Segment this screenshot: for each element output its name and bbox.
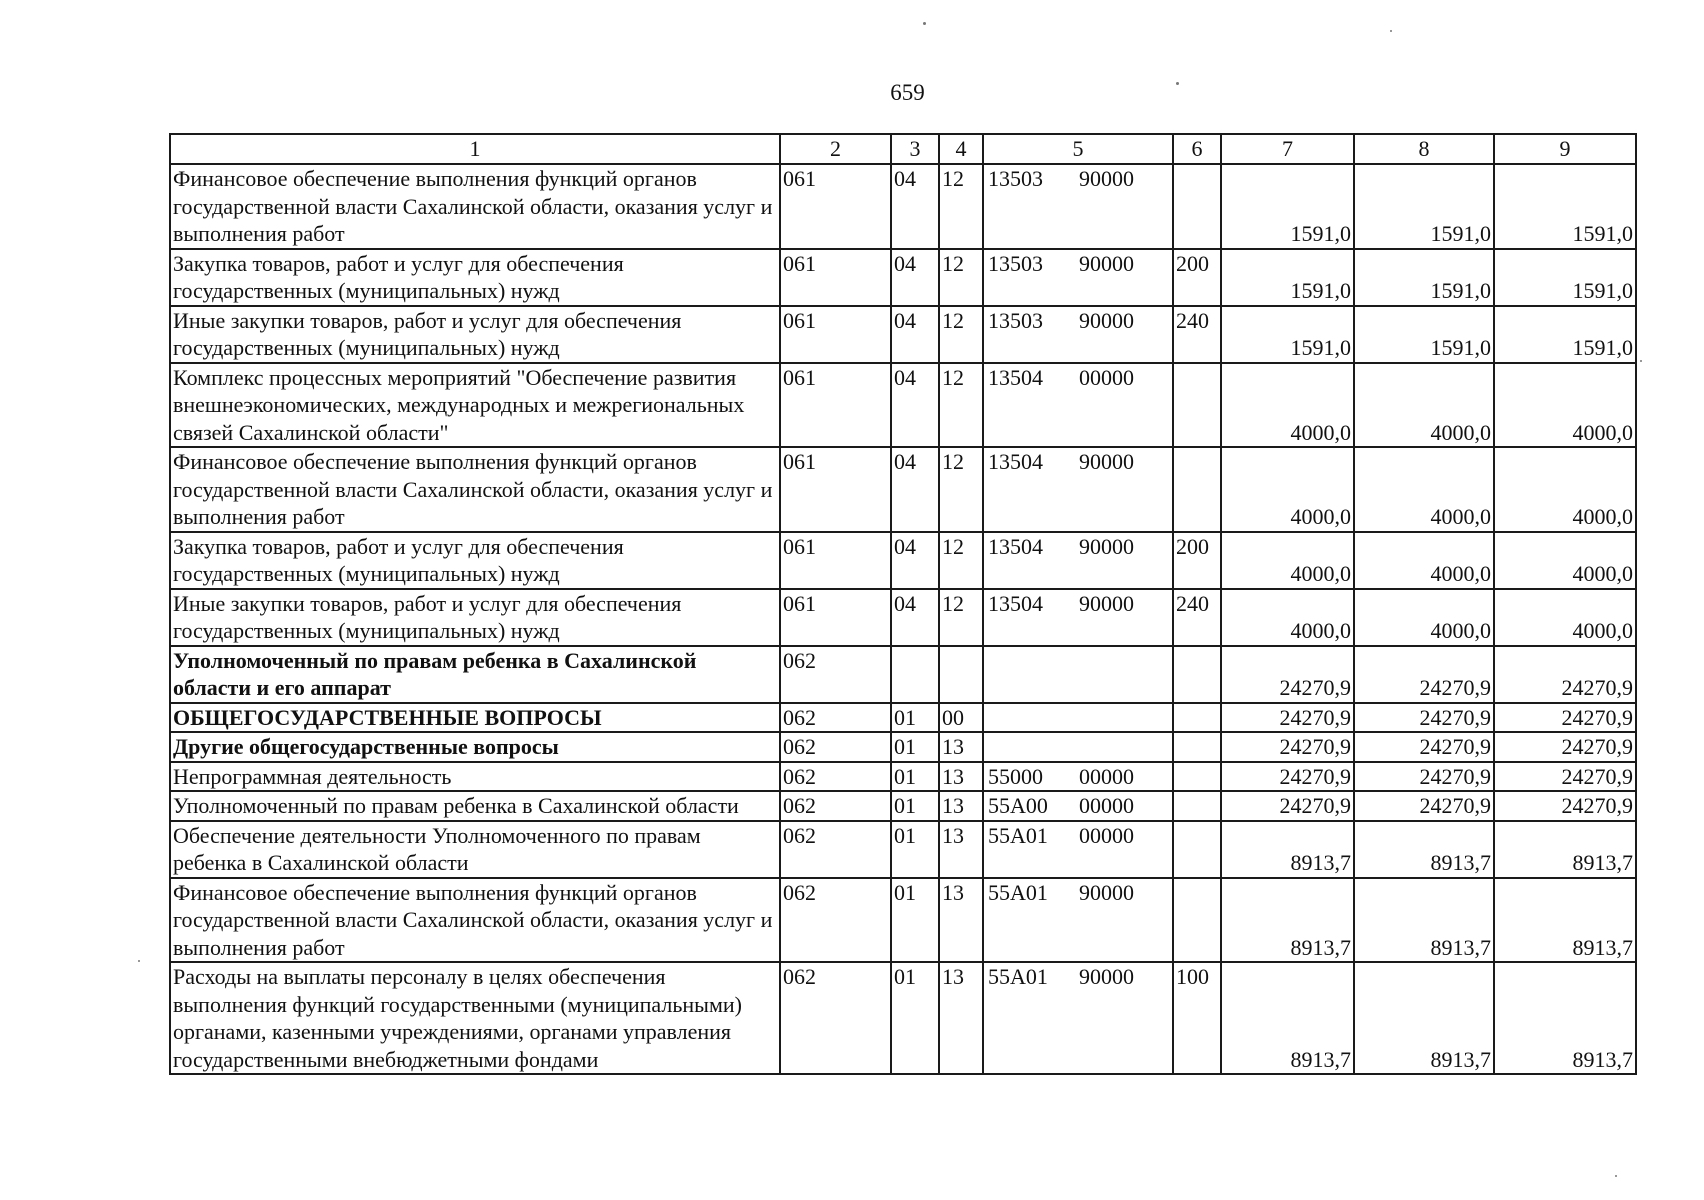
code-target-part1: 55А01 xyxy=(988,822,1048,848)
code-target xyxy=(983,962,1173,1074)
code-subsection: 12 xyxy=(939,363,983,448)
code-section: 01 xyxy=(891,703,939,733)
amount-col7: 24270,9 xyxy=(1221,646,1354,703)
code-target-part2: 90000 xyxy=(1079,307,1134,333)
code-target xyxy=(983,306,1173,363)
amount-col7: 1591,0 xyxy=(1221,306,1354,363)
table-row xyxy=(170,589,1636,646)
code-section: 04 xyxy=(891,249,939,306)
column-header: 3 xyxy=(891,134,939,164)
amount-col7: 4000,0 xyxy=(1221,589,1354,646)
row-name: Уполномоченный по правам ребенка в Сахалинской области xyxy=(170,791,780,821)
code-subsection: 13 xyxy=(939,762,983,792)
code-subsection: 12 xyxy=(939,589,983,646)
code-ministry: 061 xyxy=(780,589,891,646)
code-expense-type xyxy=(1173,878,1221,963)
code-expense-type xyxy=(1173,646,1221,703)
code-target-part2: 90000 xyxy=(1079,250,1134,276)
code-section xyxy=(891,646,939,703)
code-target xyxy=(983,732,1173,762)
code-subsection: 12 xyxy=(939,306,983,363)
row-name: Иные закупки товаров, работ и услуг для обеспечения государственных (муниципальных) нужд xyxy=(170,589,780,646)
scan-speck xyxy=(1615,1175,1617,1177)
code-target xyxy=(983,646,1173,703)
code-section: 04 xyxy=(891,447,939,532)
amount-col9: 8913,7 xyxy=(1494,821,1636,878)
code-expense-type xyxy=(1173,791,1221,821)
code-section: 04 xyxy=(891,363,939,448)
amount-col9: 4000,0 xyxy=(1494,447,1636,532)
row-name: Обеспечение деятельности Уполномоченного по правам ребенка в Сахалинской области xyxy=(170,821,780,878)
code-ministry: 061 xyxy=(780,532,891,589)
table-row xyxy=(170,732,1636,762)
row-name: Финансовое обеспечение выполнения функций органов государственной власти Сахалинской области, оказания услуг и выполнения работ xyxy=(170,164,780,249)
row-name: Другие общегосударственные вопросы xyxy=(170,732,780,762)
row-name: Непрограммная деятельность xyxy=(170,762,780,792)
code-section: 01 xyxy=(891,791,939,821)
code-target xyxy=(983,821,1173,878)
code-target xyxy=(983,703,1173,733)
column-header: 1 xyxy=(170,134,780,164)
code-subsection: 13 xyxy=(939,962,983,1074)
column-header: 2 xyxy=(780,134,891,164)
amount-col8: 1591,0 xyxy=(1354,164,1494,249)
amount-col8: 24270,9 xyxy=(1354,762,1494,792)
amount-col8: 24270,9 xyxy=(1354,703,1494,733)
code-target-part2: 00000 xyxy=(1079,793,1134,818)
code-expense-type: 200 xyxy=(1173,532,1221,589)
scan-speck xyxy=(1390,30,1392,32)
code-section: 01 xyxy=(891,821,939,878)
code-target-part2: 00000 xyxy=(1079,364,1134,390)
code-target-part2: 90000 xyxy=(1079,590,1134,616)
code-expense-type: 100 xyxy=(1173,962,1221,1074)
code-target-part2: 00000 xyxy=(1079,763,1134,789)
amount-col7: 4000,0 xyxy=(1221,363,1354,448)
table-row xyxy=(170,532,1636,589)
code-subsection: 12 xyxy=(939,249,983,306)
code-ministry: 062 xyxy=(780,703,891,733)
code-target-part2: 00000 xyxy=(1079,822,1134,848)
column-header: 7 xyxy=(1221,134,1354,164)
code-target xyxy=(983,249,1173,306)
code-target-part1: 13503 xyxy=(988,307,1043,333)
amount-col7: 24270,9 xyxy=(1221,732,1354,762)
code-target-part2: 90000 xyxy=(1079,449,1134,474)
code-section: 04 xyxy=(891,164,939,249)
scan-speck xyxy=(923,22,926,25)
amount-col9: 1591,0 xyxy=(1494,306,1636,363)
code-target-part2: 90000 xyxy=(1079,879,1134,905)
code-expense-type xyxy=(1173,821,1221,878)
code-ministry: 062 xyxy=(780,732,891,762)
amount-col9: 1591,0 xyxy=(1494,249,1636,306)
amount-col8: 4000,0 xyxy=(1354,589,1494,646)
table-row xyxy=(170,821,1636,878)
code-subsection: 00 xyxy=(939,703,983,733)
table-row xyxy=(170,962,1636,1074)
code-target-part1: 55000 xyxy=(988,763,1043,789)
amount-col9: 24270,9 xyxy=(1494,703,1636,733)
table-row xyxy=(170,703,1636,733)
code-ministry: 062 xyxy=(780,821,891,878)
code-ministry: 061 xyxy=(780,249,891,306)
amount-col7: 8913,7 xyxy=(1221,821,1354,878)
code-target-part1: 13504 xyxy=(988,590,1043,616)
code-subsection xyxy=(939,646,983,703)
column-header: 4 xyxy=(939,134,983,164)
amount-col9: 4000,0 xyxy=(1494,589,1636,646)
code-ministry: 061 xyxy=(780,363,891,448)
amount-col8: 1591,0 xyxy=(1354,306,1494,363)
amount-col8: 8913,7 xyxy=(1354,962,1494,1074)
amount-col9: 4000,0 xyxy=(1494,532,1636,589)
row-name: ОБЩЕГОСУДАРСТВЕННЫЕ ВОПРОСЫ xyxy=(170,703,780,733)
code-target-part1: 55А00 xyxy=(988,793,1048,818)
code-target xyxy=(983,363,1173,448)
amount-col7: 24270,9 xyxy=(1221,762,1354,792)
row-name: Закупка товаров, работ и услуг для обеспечения государственных (муниципальных) нужд xyxy=(170,532,780,589)
amount-col7: 4000,0 xyxy=(1221,532,1354,589)
code-subsection: 13 xyxy=(939,732,983,762)
amount-col8: 8913,7 xyxy=(1354,821,1494,878)
code-subsection: 12 xyxy=(939,447,983,532)
code-ministry: 061 xyxy=(780,306,891,363)
code-target-part2: 90000 xyxy=(1079,964,1134,989)
amount-col7: 4000,0 xyxy=(1221,447,1354,532)
amount-col9: 4000,0 xyxy=(1494,363,1636,448)
column-header: 9 xyxy=(1494,134,1636,164)
code-target-part1: 55А01 xyxy=(988,964,1048,989)
code-section: 01 xyxy=(891,762,939,792)
code-ministry: 062 xyxy=(780,762,891,792)
code-target-part1: 13504 xyxy=(988,533,1043,559)
row-name: Уполномоченный по правам ребенка в Сахалинской области и его аппарат xyxy=(170,646,780,703)
table-row xyxy=(170,363,1636,448)
amount-col8: 8913,7 xyxy=(1354,878,1494,963)
row-name: Иные закупки товаров, работ и услуг для обеспечения государственных (муниципальных) нужд xyxy=(170,306,780,363)
scan-speck xyxy=(1176,82,1179,85)
table-row xyxy=(170,646,1636,703)
code-subsection: 12 xyxy=(939,532,983,589)
code-target xyxy=(983,878,1173,963)
code-ministry: 062 xyxy=(780,646,891,703)
column-header: 6 xyxy=(1173,134,1221,164)
row-name: Финансовое обеспечение выполнения функций органов государственной власти Сахалинской области, оказания услуг и выполнения работ xyxy=(170,878,780,963)
row-name: Финансовое обеспечение выполнения функций органов государственной власти Сахалинской области, оказания услуг и выполнения работ xyxy=(170,447,780,532)
amount-col8: 4000,0 xyxy=(1354,447,1494,532)
amount-col8: 24270,9 xyxy=(1354,646,1494,703)
code-target xyxy=(983,762,1173,792)
row-name: Закупка товаров, работ и услуг для обеспечения государственных (муниципальных) нужд xyxy=(170,249,780,306)
row-name: Расходы на выплаты персоналу в целях обеспечения выполнения функций государственными (муниципальными) органами, казенными учреждениями, органами управления государственными внебюджетными фондами xyxy=(170,962,780,1074)
code-ministry: 061 xyxy=(780,164,891,249)
amount-col9: 8913,7 xyxy=(1494,878,1636,963)
code-expense-type xyxy=(1173,164,1221,249)
code-target-part2: 90000 xyxy=(1079,533,1134,559)
table-row xyxy=(170,249,1636,306)
code-ministry: 061 xyxy=(780,447,891,532)
code-subsection: 13 xyxy=(939,821,983,878)
amount-col8: 4000,0 xyxy=(1354,363,1494,448)
code-ministry: 062 xyxy=(780,791,891,821)
code-target-part1: 13504 xyxy=(988,364,1043,390)
code-target-part1: 13503 xyxy=(988,250,1043,276)
code-target xyxy=(983,447,1173,532)
row-name: Комплекс процессных мероприятий "Обеспечение развития внешнеэкономических, международных и межрегиональных связей Сахалинской области" xyxy=(170,363,780,448)
table-row xyxy=(170,447,1636,532)
column-header: 5 xyxy=(983,134,1173,164)
table-row xyxy=(170,164,1636,249)
code-subsection: 12 xyxy=(939,164,983,249)
code-target-part1: 55А01 xyxy=(988,879,1048,905)
amount-col9: 24270,9 xyxy=(1494,791,1636,821)
code-expense-type xyxy=(1173,703,1221,733)
amount-col7: 24270,9 xyxy=(1221,703,1354,733)
code-target xyxy=(983,164,1173,249)
code-expense-type: 240 xyxy=(1173,589,1221,646)
code-section: 01 xyxy=(891,732,939,762)
code-expense-type: 200 xyxy=(1173,249,1221,306)
code-subsection: 13 xyxy=(939,791,983,821)
amount-col9: 24270,9 xyxy=(1494,646,1636,703)
column-header: 8 xyxy=(1354,134,1494,164)
amount-col8: 24270,9 xyxy=(1354,732,1494,762)
amount-col9: 8913,7 xyxy=(1494,962,1636,1074)
code-target-part1: 13503 xyxy=(988,166,1043,191)
amount-col7: 1591,0 xyxy=(1221,249,1354,306)
code-target xyxy=(983,791,1173,821)
code-ministry: 062 xyxy=(780,878,891,963)
code-target xyxy=(983,589,1173,646)
code-target-part1: 13504 xyxy=(988,449,1043,474)
code-expense-type xyxy=(1173,447,1221,532)
amount-col7: 1591,0 xyxy=(1221,164,1354,249)
amount-col9: 24270,9 xyxy=(1494,732,1636,762)
table-row xyxy=(170,306,1636,363)
amount-col9: 24270,9 xyxy=(1494,762,1636,792)
amount-col7: 24270,9 xyxy=(1221,791,1354,821)
amount-col8: 4000,0 xyxy=(1354,532,1494,589)
table-row xyxy=(170,878,1636,963)
code-expense-type: 240 xyxy=(1173,306,1221,363)
amount-col9: 1591,0 xyxy=(1494,164,1636,249)
code-section: 01 xyxy=(891,962,939,1074)
code-ministry: 062 xyxy=(780,962,891,1074)
budget-table xyxy=(169,133,1637,1075)
table-row xyxy=(170,762,1636,792)
header-row xyxy=(170,134,1636,164)
amount-col7: 8913,7 xyxy=(1221,878,1354,963)
scan-speck xyxy=(1640,360,1642,362)
code-expense-type xyxy=(1173,363,1221,448)
code-section: 04 xyxy=(891,589,939,646)
amount-col7: 8913,7 xyxy=(1221,962,1354,1074)
code-target-part2: 90000 xyxy=(1079,166,1134,191)
amount-col8: 24270,9 xyxy=(1354,791,1494,821)
amount-col8: 1591,0 xyxy=(1354,249,1494,306)
code-target xyxy=(983,532,1173,589)
code-section: 01 xyxy=(891,878,939,963)
page-number: 659 xyxy=(890,80,925,105)
code-subsection: 13 xyxy=(939,878,983,963)
table-row xyxy=(170,791,1636,821)
code-expense-type xyxy=(1173,732,1221,762)
code-section: 04 xyxy=(891,532,939,589)
code-expense-type xyxy=(1173,762,1221,792)
code-section: 04 xyxy=(891,306,939,363)
scan-speck xyxy=(138,960,140,962)
